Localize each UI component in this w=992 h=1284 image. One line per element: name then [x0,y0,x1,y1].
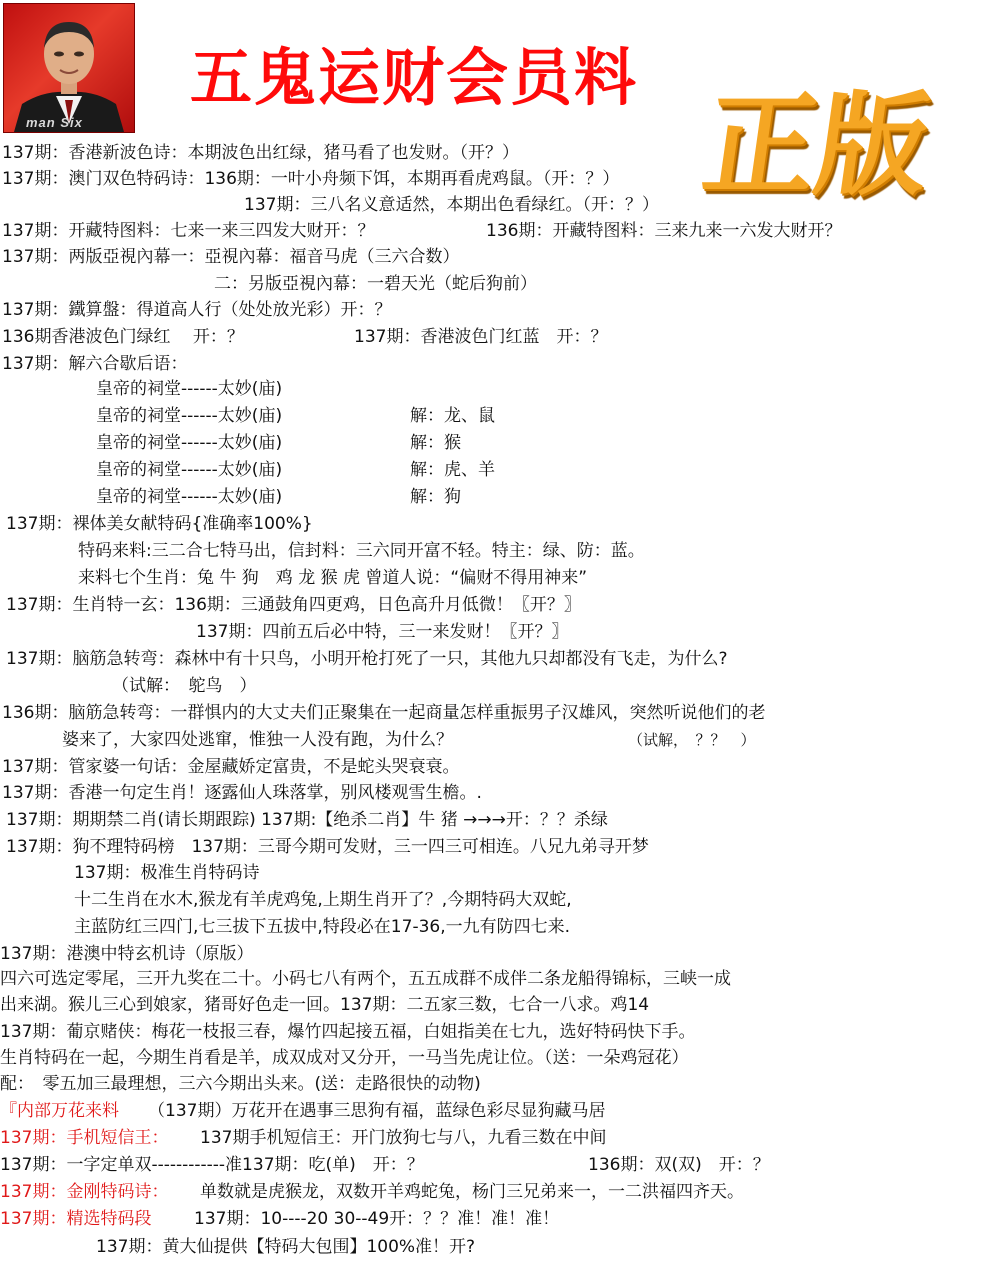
text-line: 137期：三八名义意适然，本期出色看绿红。（开：？） [244,195,659,215]
text-line: 主蓝防红三四门,七三拔下五拔中,特段必在17-36,一九有防四七来. [74,917,571,937]
genuine-stamp: 正版 [695,81,938,211]
text-line: 137期：开藏特图料：七来一来三四发大财开：？ [2,221,375,241]
text-line: （试解： 鸵鸟 ） [112,676,257,696]
text-line: 皇帝的祠堂------太妙(庙) [96,433,283,453]
portrait-figure [4,4,134,132]
text-line: 137期：脑筋急转弯：森林中有十只鸟，小明开枪打死了一只，其他九只却都没有飞走，为什么? [6,649,728,669]
text-line: 137期：狗不理特码榜 137期：三哥今期可发财，三一四三可相连。八兄九弟寻开梦 [6,837,649,857]
text-line: 解：龙、鼠 [410,406,495,426]
text-line: 出来湖。猴儿三心到娘家，猪哥好色走一回。137期：二五家三数，七合一八求。鸡14 [0,995,650,1015]
text-line: 来料七个生肖：兔 牛 狗 鸡 龙 猴 虎 曾道人说：“偏财不得用神来” [78,568,588,588]
text-line: 137期：极准生肖特码诗 [74,863,260,883]
text-line: 配： 零五加三最理想，三六今期出头来。(送：走路很快的动物) [0,1074,481,1094]
text-line: 十二生肖在水木,猴龙有羊虎鸡兔,上期生肖开了？,今期特码大双蛇, [74,890,572,910]
text-line: 解：狗 [410,487,461,507]
text-line-highlight: 137期：精选特码段 [0,1209,152,1229]
text-line: 特码来料:三二合七特马出，信封料：三六同开富不轻。特主：绿、防：蓝。 [78,541,645,561]
text-line: 137期：一字定单双------------准137期：吃(单) 开：？ [0,1155,424,1175]
text-line: 四六可选定零尾，三开九奖在二十。小码七八有两个，五五成群不成伴二条龙船得锦标，三峡一成 [0,969,731,989]
text-line: 136期：开藏特图料：三来九来一六发大财开？ [486,221,842,241]
host-portrait [3,3,135,133]
photo-caption: man Six [26,115,83,130]
text-line: 137期：鐵算盤：得道高人行（处处放光彩）开：？ [2,300,392,320]
text-line: 皇帝的祠堂------太妙(庙) [96,379,283,399]
text-line: 137期：港澳中特玄机诗（原版） [0,944,254,964]
text-line-highlight: 137期：金刚特码诗： [0,1182,169,1202]
text-line: 136期：脑筋急转弯：一群惧内的大丈夫们正聚集在一起商量怎样重振男子汉雄风，突然听说他们的老 [2,703,766,723]
text-line: 137期：香港新波色诗：本期波色出红绿，猪马看了也发财。（开？） [2,143,519,163]
text-line: 137期：10----20 30--49开：？？准！准！准！ [194,1209,560,1229]
text-line: 皇帝的祠堂------太妙(庙) [96,406,283,426]
text-line: 解：猴 [410,433,461,453]
text-line-highlight: 137期：手机短信王： [0,1128,169,1148]
text-line: 137期：裸体美女献特码{准确率100%} [6,514,313,534]
text-line: 136期香港波色门绿红 开：？ [2,327,244,347]
text-line: 皇帝的祠堂------太妙(庙) [96,487,283,507]
text-line: （137期）万花开在遇事三思狗有福，蓝绿色彩尽显狗藏马居 [148,1101,606,1121]
text-line: 单数就是虎猴龙，双数开羊鸡蛇兔，杨门三兄弟来一，一二洪福四齐天。 [200,1182,744,1202]
text-line: 137期：黄大仙提供【特码大包围】100%准！开? [96,1237,476,1257]
text-line: 137期：葡京赌侠：梅花一枝报三春，爆竹四起接五福，白姐指美在七九，选好特码快下手。 [0,1022,696,1042]
text-line: 137期：两版亞視內幕一：亞視內幕：福音马虎（三六合数） [2,247,460,267]
text-line: 137期：澳门双色特码诗：136期：一叶小舟频下饵，本期再看虎鸡鼠。（开：？） [2,169,620,189]
text-line: 136期：双(双) 开：？ [588,1155,770,1175]
text-line: 解：虎、羊 [410,460,495,480]
text-line: 137期手机短信王：开门放狗七与八，九看三数在中间 [200,1128,607,1148]
text-line: 婆来了，大家四处逃窜，惟独一人没有跑，为什么？ [62,730,453,750]
text-line: 137期：生肖特一玄：136期：三通鼓角四更鸡，日色高升月低微！〖开？〗 [6,595,581,615]
text-line: 137期：香港波色门红蓝 开：？ [354,327,608,347]
text-line: 137期：管家婆一句话：金屋藏娇定富贵，不是蛇头哭衰衰。 [2,757,460,777]
text-line: 137期：香港一句定生肖！逐露仙人珠落掌，别风楼观雪生檐。. [2,783,482,803]
text-line-highlight: 『内部万花来料 [0,1101,119,1121]
text-line: 生肖特码在一起，今期生肖看是羊，成双成对又分开，一马当先虎让位。（送：一朵鸡冠花） [0,1048,689,1068]
text-line: 137期：期期禁二肖(请长期跟踪) 137期:【绝杀二肖】牛 猪 →→→开：？？杀绿 [6,810,608,830]
text-line: （试解， ？？ ） [628,731,756,749]
text-line: 二：另版亞視內幕：一碧天光（蛇后狗前） [214,274,537,294]
text-line: 137期：解六合歇后语： [2,354,188,374]
text-line: 137期：四前五后必中特，三一来发财！〖开？〗 [196,622,569,642]
text-line: 皇帝的祠堂------太妙(庙) [96,460,283,480]
page-title: 五鬼运财会员料 [190,41,639,114]
